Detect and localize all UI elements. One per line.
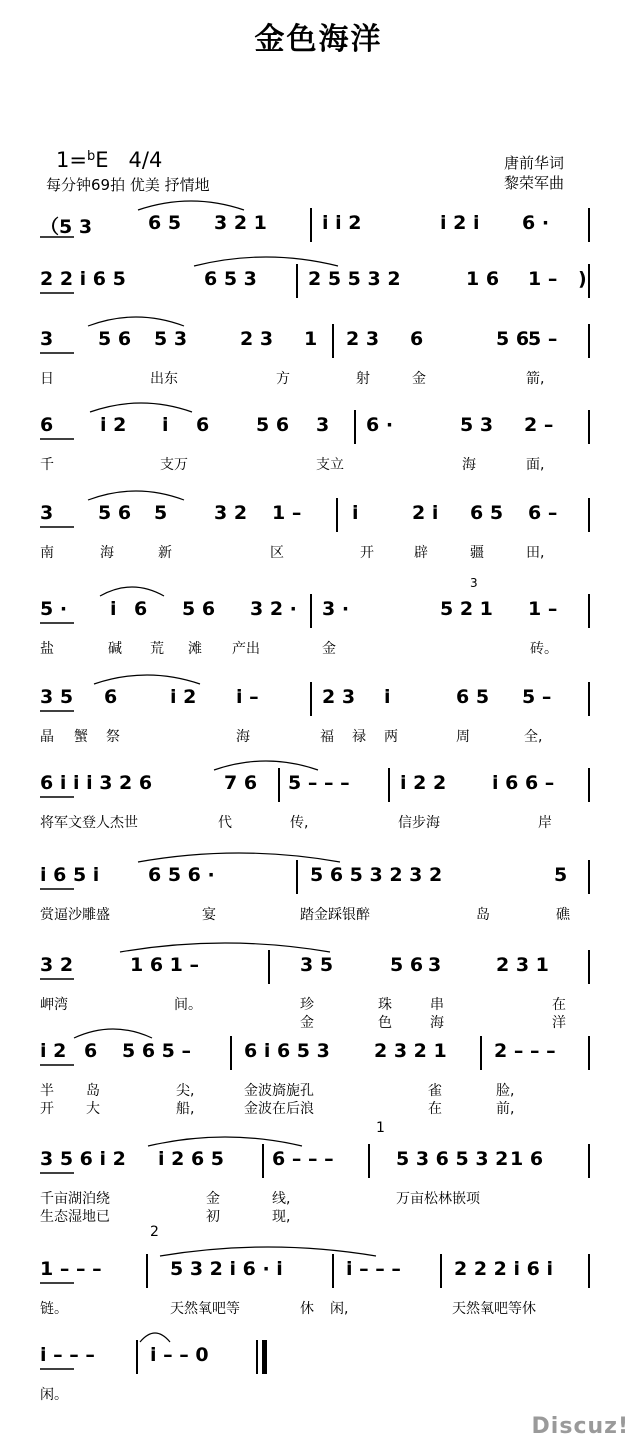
slur-marks — [0, 576, 637, 626]
note-group: 6 i i i 3 2 6 — [40, 772, 153, 794]
lyric-syllable: 间。 — [174, 997, 202, 1013]
lyric-syllable: 将军文登人杰世 — [40, 815, 138, 831]
note-group: i – – 0 — [150, 1344, 209, 1366]
lyric-syllable: 赏逼沙雕盛 — [40, 907, 110, 923]
note-group: i 2 — [40, 1040, 67, 1062]
lyric-syllable: 岛 — [476, 907, 490, 923]
note-group: i 2 2 — [400, 772, 447, 794]
lyric-syllable: 闲, — [330, 1301, 349, 1317]
lyric-syllable: 疆 — [470, 545, 484, 561]
lyric-syllable: 踏金踩银醉 — [300, 907, 370, 923]
lyric-syllable: 代 — [218, 815, 232, 831]
slur — [88, 491, 184, 500]
lyric-syllable: 福 — [320, 729, 334, 745]
note-group: 1 – — [528, 268, 558, 290]
lyric-syllable: 色 — [378, 1015, 392, 1031]
slur — [148, 1137, 302, 1146]
note-group: i 2 — [100, 414, 127, 436]
lyric-syllable: 岛 — [86, 1083, 100, 1099]
slur-marks — [0, 1018, 637, 1068]
note-group: 2 – – – — [494, 1040, 556, 1062]
slur — [120, 943, 330, 952]
note-group: 2 3 — [322, 686, 356, 708]
lyric-syllable: 金 — [300, 1015, 314, 1031]
lyric-syllable: 海 — [236, 729, 250, 745]
note-group: 5 6 5 3 2 3 2 — [310, 864, 443, 886]
note-group: 5 — [154, 502, 168, 524]
tempo-marking: 每分钟69拍 优美 抒情地 — [46, 176, 210, 194]
note-group: 6 — [196, 414, 210, 436]
slur — [100, 587, 164, 596]
lyric-syllable: 箭, — [526, 371, 545, 387]
note-group: 5 · — [40, 598, 68, 620]
note-group: 3 — [40, 502, 54, 524]
note-group: 1 – — [272, 502, 302, 524]
note-group: 5 2 1 — [440, 598, 493, 620]
note-group: 6 5 — [470, 502, 504, 524]
slur — [194, 257, 338, 266]
note-group: 5 6 — [390, 954, 424, 976]
lyric-syllable: 天然氧吧等休 — [452, 1301, 536, 1317]
note-group: i i 2 — [322, 212, 362, 234]
slur — [74, 1029, 152, 1038]
lyric-syllable: 海 — [100, 545, 114, 561]
lyric-syllable: 金波在后浪 — [244, 1101, 314, 1117]
lyric-syllable: 两 — [384, 729, 398, 745]
song-title: 金色海洋 — [254, 22, 383, 57]
note-group: 5 6 — [496, 328, 530, 350]
lyric-syllable: 大 — [86, 1101, 100, 1117]
lyric-syllable: 面, — [526, 457, 545, 473]
note-group: 1 — [304, 328, 318, 350]
note-group: 6 · — [522, 212, 550, 234]
note-group: 7 6 — [224, 772, 258, 794]
lyric-syllable: 射 — [356, 371, 370, 387]
note-group: i — [352, 502, 359, 524]
lyric-syllable: 珠 — [378, 997, 392, 1013]
note-group: 3 · — [322, 598, 350, 620]
note-group: 3 5 6 i 2 — [40, 1148, 126, 1170]
slur — [88, 317, 184, 326]
slur-marks — [0, 480, 637, 530]
lyric-syllable: 线, — [272, 1191, 291, 1207]
note-group: i 6 5 i — [40, 864, 100, 886]
lyric-syllable: 金 — [412, 371, 426, 387]
note-group: 5 — [554, 864, 568, 886]
lyric-syllable: 滩 — [188, 641, 202, 657]
note-group: 1 – – – — [40, 1258, 102, 1280]
note-group: 2 2 2 i 6 i — [454, 1258, 553, 1280]
note-group: 6 — [40, 414, 54, 436]
note-group: i — [162, 414, 169, 436]
lyric-syllable: 传, — [290, 815, 309, 831]
note-group: 3 2 — [214, 502, 248, 524]
lyric-syllable: 荒 — [150, 641, 164, 657]
lyric-syllable: 船, — [176, 1101, 195, 1117]
watermark: Discuz! — [531, 1414, 629, 1439]
note-group: 5 6 — [98, 328, 132, 350]
slur — [138, 201, 244, 210]
lyric-syllable: 支立 — [316, 457, 344, 473]
note-group: 1 6 — [466, 268, 500, 290]
volta-2-label: 2 — [150, 1224, 159, 1240]
key-signature: 1=$^b$E 4/4 — [56, 148, 163, 172]
note-group: 5 3 — [460, 414, 494, 436]
lyric-syllable: 在 — [552, 997, 566, 1013]
note-group: 3 5 — [300, 954, 334, 976]
lyric-syllable: 礁 — [556, 907, 570, 923]
note-group: 5 6 — [256, 414, 290, 436]
lyric-syllable: 尖, — [176, 1083, 195, 1099]
lyric-syllable: 新 — [158, 545, 172, 561]
note-group: 1 – — [528, 598, 558, 620]
lyric-syllable: 田, — [526, 545, 545, 561]
lyric-syllable: 日 — [40, 371, 54, 387]
note-group: 6 — [84, 1040, 98, 1062]
lyric-syllable: 产出 — [232, 641, 260, 657]
note-group: 6 – – – — [272, 1148, 334, 1170]
slur — [160, 1247, 376, 1256]
note-group: 6 5 — [456, 686, 490, 708]
note-group: i 2 — [170, 686, 197, 708]
lyric-syllable: 金 — [322, 641, 336, 657]
note-group: 2 2 i 6 5 — [40, 268, 126, 290]
note-group: i – – – — [346, 1258, 401, 1280]
lyric-syllable: 现, — [272, 1209, 291, 1225]
slur-marks — [0, 1322, 637, 1372]
note-group: 3 — [40, 328, 54, 350]
note-group: 2 3 — [346, 328, 380, 350]
composer-credit: 黎荣军曲 — [504, 174, 565, 192]
lyric-syllable: 周 — [456, 729, 470, 745]
note-group: 5 3 2 i 6 · i — [170, 1258, 283, 1280]
slur-marks — [0, 932, 637, 982]
note-group: i 6 6 – — [492, 772, 555, 794]
note-group: i – – – — [40, 1344, 95, 1366]
slur — [90, 403, 192, 412]
lyric-syllable: 休 — [300, 1301, 314, 1317]
lyric-syllable: 砖。 — [530, 641, 558, 657]
note-group: 6 — [410, 328, 424, 350]
lyric-syllable: 区 — [270, 545, 284, 561]
slur-marks — [0, 306, 637, 356]
slur — [140, 1333, 170, 1342]
note-group: 2 i — [412, 502, 439, 524]
note-group: 5 – – – — [288, 772, 350, 794]
note-group: 5 – — [522, 686, 552, 708]
lyric-syllable: 盐 — [40, 641, 54, 657]
lyric-syllable: 支万 — [160, 457, 188, 473]
lyric-syllable: 海 — [462, 457, 476, 473]
volta-1-label: 1 — [376, 1120, 385, 1136]
lyric-syllable: 前, — [496, 1101, 515, 1117]
note-group: 2 – — [524, 414, 554, 436]
slur-marks — [0, 190, 637, 240]
note-group: 2 3 1 — [496, 954, 549, 976]
slur-marks — [0, 1236, 637, 1286]
lyric-syllable: 蟹 — [74, 729, 88, 745]
note-group: 2 3 2 1 — [374, 1040, 447, 1062]
note-group: 6 – — [528, 502, 558, 524]
slur — [214, 761, 318, 770]
lyric-syllable: 千 — [40, 457, 54, 473]
lyric-syllable: 雀 — [428, 1083, 442, 1099]
lyric-syllable: 金 — [206, 1191, 220, 1207]
slur-marks — [0, 1126, 637, 1176]
note-group: i – — [236, 686, 259, 708]
slur-marks — [0, 750, 637, 800]
note-group: 5 3 6 5 3 2 — [396, 1148, 509, 1170]
lyric-syllable: 宴 — [202, 907, 216, 923]
note-group: 3 2 1 — [214, 212, 267, 234]
lyric-syllable: 开 — [40, 1101, 54, 1117]
slur-marks — [0, 842, 637, 892]
lyric-syllable: 信步海 — [398, 815, 440, 831]
note-group: 6 · — [366, 414, 394, 436]
lyric-syllable: 岬湾 — [40, 997, 68, 1013]
note-group: 6 5 3 — [204, 268, 257, 290]
final-barline — [262, 1340, 267, 1374]
lyric-syllable: 全, — [524, 729, 543, 745]
note-group: 6 i 6 5 3 — [244, 1040, 330, 1062]
lyric-syllable: 千亩湖泊绕 — [40, 1191, 110, 1207]
lyric-syllable: 开 — [360, 545, 374, 561]
note-group: i — [110, 598, 117, 620]
note-group: 5 6 — [98, 502, 132, 524]
lyric-syllable: 脸, — [496, 1083, 515, 1099]
lyric-syllable: 晶 — [40, 729, 54, 745]
note-group: （5 3 — [40, 216, 93, 238]
slur — [138, 853, 340, 862]
note-group: 2 3 — [240, 328, 274, 350]
note-group: 6 5 6 · — [148, 864, 215, 886]
lyric-syllable: 辟 — [414, 545, 428, 561]
note-group: 5 6 — [182, 598, 216, 620]
note-group: 2 5 5 3 2 — [308, 268, 401, 290]
lyric-syllable: 海 — [430, 1015, 444, 1031]
note-group: 1 6 — [510, 1148, 544, 1170]
note-group: ) — [578, 268, 587, 290]
lyric-syllable: 洋 — [552, 1015, 566, 1031]
lyric-syllable: 在 — [428, 1101, 442, 1117]
slur-marks — [0, 664, 637, 714]
lyric-syllable: 半 — [40, 1083, 54, 1099]
note-group: i 2 i — [440, 212, 480, 234]
lyric-syllable: 祭 — [106, 729, 120, 745]
note-group: 6 — [134, 598, 148, 620]
lyric-syllable: 南 — [40, 545, 54, 561]
lyric-syllable: 金波旖旎孔 — [244, 1083, 314, 1099]
lyric-syllable: 万亩松林嵌项 — [396, 1191, 480, 1207]
lyric-syllable: 岸 — [538, 815, 552, 831]
lyric-syllable: 串 — [430, 997, 444, 1013]
note-group: 6 — [104, 686, 118, 708]
lyric-syllable: 出东 — [150, 371, 178, 387]
note-group: 3 — [316, 414, 330, 436]
note-group: 1 6 1 – — [130, 954, 200, 976]
lyric-syllable: 珍 — [300, 997, 314, 1013]
lyric-syllable: 碱 — [108, 641, 122, 657]
slur-marks — [0, 246, 637, 296]
lyric-syllable: 禄 — [352, 729, 366, 745]
note-group: i 2 6 5 — [158, 1148, 225, 1170]
triplet-label: 3 — [470, 576, 478, 590]
note-group: 5 3 — [154, 328, 188, 350]
note-group: 6 5 — [148, 212, 182, 234]
lyricist-credit: 唐前华词 — [504, 154, 565, 172]
lyric-syllable: 闲。 — [40, 1387, 68, 1403]
lyric-syllable: 方 — [276, 371, 290, 387]
lyric-syllable: 初 — [206, 1209, 220, 1225]
lyric-syllable: 链。 — [40, 1301, 68, 1317]
note-group: 3 2 — [40, 954, 74, 976]
note-group: 3 2 · — [250, 598, 297, 620]
slur — [94, 675, 200, 684]
note-group: 5 6 5 – — [122, 1040, 192, 1062]
note-group: 5 – — [528, 328, 558, 350]
slur-marks — [0, 392, 637, 442]
note-group: 3 5 — [40, 686, 74, 708]
note-group: 3 — [428, 954, 442, 976]
note-group: i — [384, 686, 391, 708]
lyric-syllable: 生态湿地已 — [40, 1209, 110, 1225]
lyric-syllable: 天然氧吧等 — [170, 1301, 240, 1317]
